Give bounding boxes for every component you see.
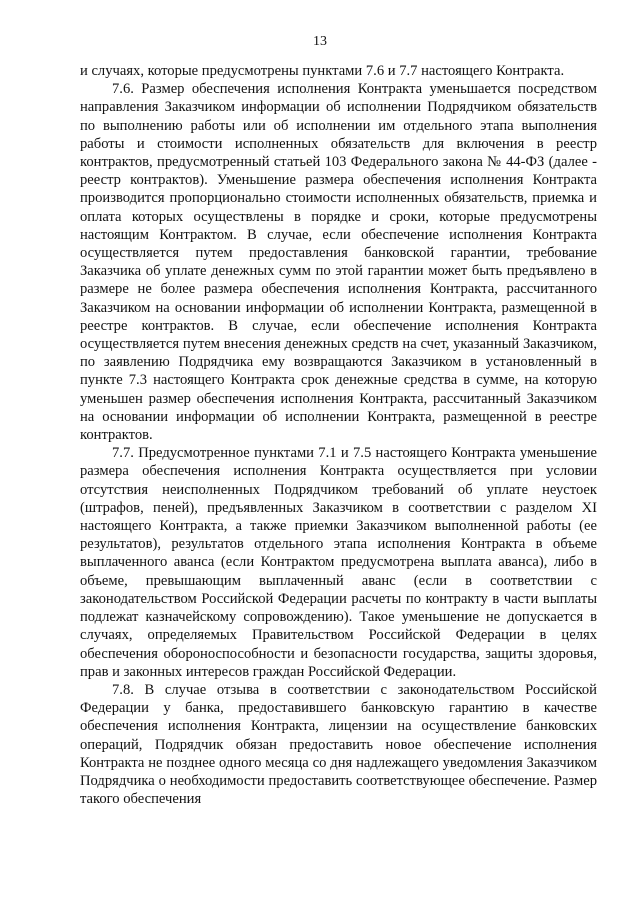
paragraph-continuation: и случаях, которые предусмотрены пунктами 7.6 и 7.7 настоящего Контракта. — [80, 63, 565, 79]
paragraph-7-7: 7.7. Предусмотренное пунктами 7.1 и 7.5 настоящего Контракта уменьшение размера обеспечения исполнения Контракта осуществляется при условии отсутствия неисполненных Подрядчиком требований об уплате неустоек (штрафов, пеней), предъявленных Заказчиком в соответствии с разделом XI настоящего Контракта, а также приемки Заказчиком выполненной работы (ее результатов), результатов отдельного этапа исполнения Контракта в объеме выплаченного аванса (если Контрактом предусмотрена выплата аванса), либо в объеме, превышающим выплаченный аванс (если в соответствии с законодательством Российской Федерации расчеты по контракту в части выплаты подлежат казначейскому сопровождению). Такое уменьшение не допускается в случаях, определяемых Правительством Российской Федерации в целях обеспечения обороноспособности и безопасности государства, защиты здоровья, прав и законных интересов граждан Российской Федерации. — [80, 445, 597, 680]
page-number: 13 — [313, 34, 327, 49]
paragraph-7-6: 7.6. Размер обеспечения исполнения Контракта уменьшается посредством направления Заказчиком информации об исполнении Подрядчиком обязательств по выполнению работы или об исполнении им отдельного этапа выполнения работы и стоимости исполненных обязательств для включения в реестр контрактов, предусмотренный статьей 103 Федерального закона № 44-ФЗ (далее - реестр контрактов). Уменьшение размера обеспечения исполнения Контракта производится пропорционально стоимости исполненных обязательств, приемка и оплата которых осуществлены в порядке и сроки, которые предусмотрены настоящим Контрактом. В случае, если обеспечение исполнения Контракта осуществляется путем предоставления банковской гарантии, требование Заказчика об уплате денежных сумм по этой гарантии может быть предъявлено в размере не более размера обеспечения исполнения Контракта, рассчитанного Заказчиком на основании информации об исполнении Контракта, размещенной в реестре контрактов. В случае, если обеспечение исполнения Контракта осуществляется путем внесения денежных средств на счет, указанный Заказчиком, по заявлению Подрядчика ему возвращаются Заказчиком в установленный в пункте 7.3 настоящего Контракта срок денежные средства в сумме, на которую уменьшен размер обеспечения исполнения Контракта, рассчитанный Заказчиком на основании информации об исполнении Контракта, размещенной в реестре контрактов. — [80, 81, 597, 444]
paragraph-7-8: 7.8. В случае отзыва в соответствии с законодательством Российской Федерации у банка, предоставившего банковскую гарантию в качестве обеспечения исполнения Контракта, лицензии на осуществление банковских операций, Подрядчик обязан предоставить новое обеспечение исполнения Контракта не позднее одного месяца со дня надлежащего уведомления Заказчиком Подрядчика о необходимости предоставить соответствующее обеспечение. Размер такого обеспечения — [80, 681, 597, 808]
document-text — [80, 62, 597, 808]
